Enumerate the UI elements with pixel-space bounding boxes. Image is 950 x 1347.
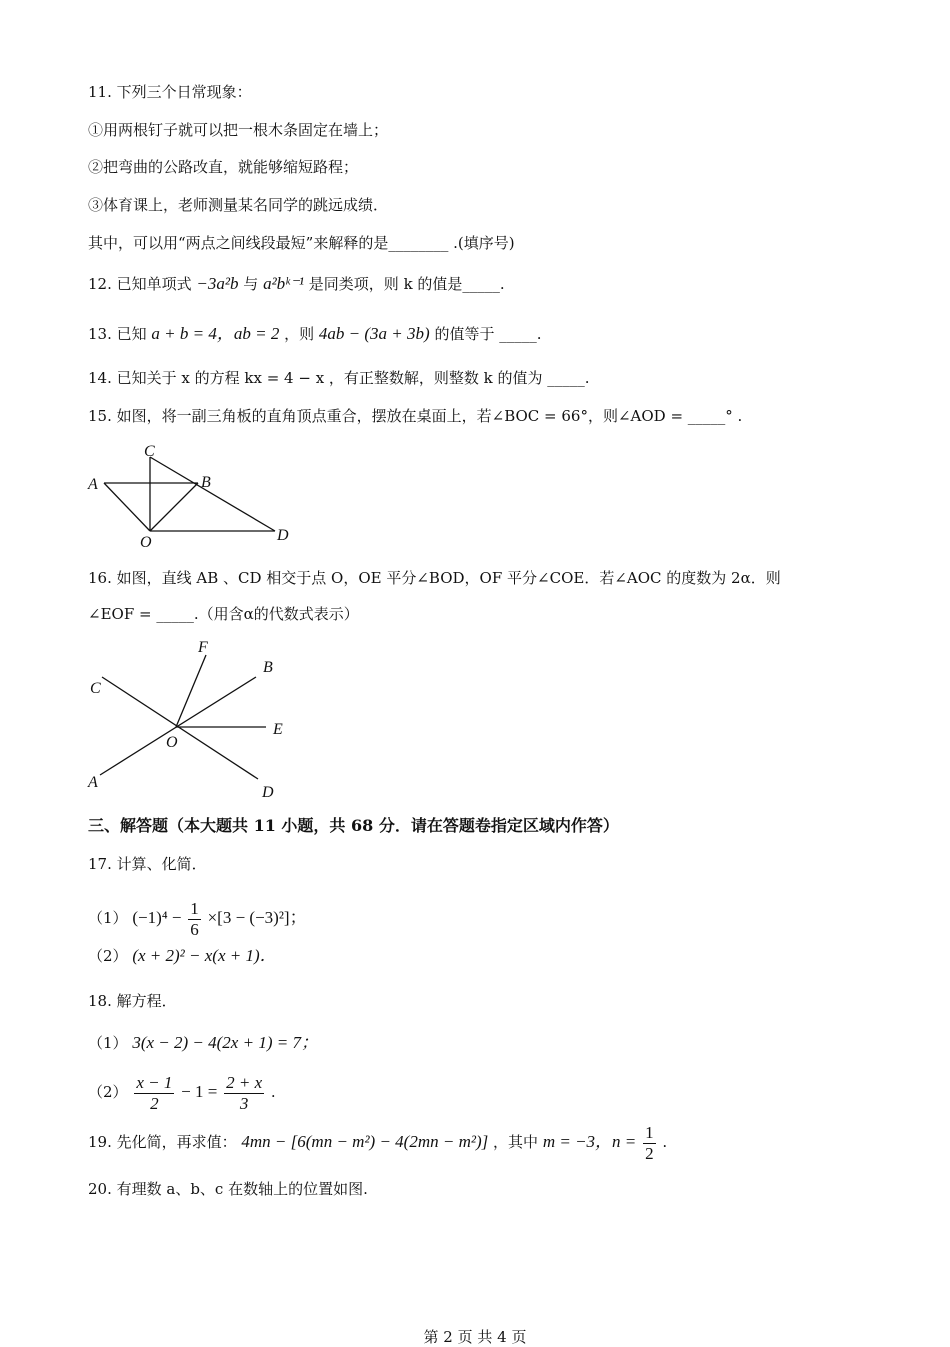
q15-label-a: A [88, 476, 98, 493]
q16-label-f: F [198, 639, 208, 656]
q16-line-1: 16. 如图，直线 AB 、CD 相交于点 O，OE 平分∠BOD，OF 平分∠COE．若∠AOC 的度数为 2α．则 [88, 569, 781, 587]
q17-part-2-label: （2） [88, 947, 128, 965]
q19-numerator: 1 [645, 1122, 654, 1142]
q17-part-2-expr: (x + 2)² − x(x + 1)． [132, 946, 277, 965]
q17-part-1-denominator: 6 [190, 919, 199, 939]
q13-connector: ，则 [284, 325, 315, 343]
q15-segment-ob [150, 483, 198, 531]
q17-title: 17. 计算、化简． [88, 855, 207, 873]
q17-part-1-expr-b: ×[3 − (−3)²]； [207, 908, 307, 927]
q12-monomial-1: −3a²b [196, 274, 239, 293]
q17-part-1 [88, 896, 307, 940]
q16-label-b: B [263, 659, 273, 676]
q13-expression: 4ab − (3a + 3b) [318, 324, 430, 343]
q18-part-2-middle: − 1 = [181, 1082, 218, 1101]
q18-part-2 [88, 1070, 276, 1114]
q11-item-2: ②把弯曲的公路改直，就能够缩短路程； [88, 158, 359, 176]
q13-condition: a + b = 4，ab = 2 [151, 324, 280, 343]
q19-expression: 4mn − [6(mn − m²) − 4(2mn − m²)] [241, 1132, 489, 1151]
q16-label-a: A [88, 774, 98, 791]
q12-prefix: 12. 已知单项式 [88, 275, 192, 293]
q19-connector: ，其中 [493, 1133, 539, 1151]
q11-intro: 11. 下列三个日常现象： [88, 83, 252, 101]
q11-item-3: ③体育课上，老师测量某名同学的跳远成绩． [88, 196, 389, 214]
q11-question: 其中，可以用“两点之间线段最短”来解释的是________ .(填序号) [88, 234, 515, 252]
q17-part-1-fraction [188, 899, 201, 940]
q17-part-1-numerator: 1 [190, 898, 199, 918]
q15-label-b: B [201, 474, 211, 491]
q15-label-d: D [277, 527, 289, 544]
q18-part-2-numerator-1: x − 1 [136, 1072, 173, 1092]
q18-title: 18. 解方程． [88, 992, 177, 1010]
q12-monomial-2: a²bᵏ⁻¹ [263, 274, 305, 293]
q13-tail: 的值等于 _____. [434, 325, 542, 343]
q15-text: 15. 如图，将一副三角板的直角顶点重合，摆放在桌面上，若∠BOC = 66°，则∠AOD = _____° . [88, 407, 743, 425]
q18-part-2-label: （2） [88, 1083, 128, 1101]
q13 [88, 324, 542, 344]
q19-tail: . [662, 1133, 668, 1151]
q16-figure [80, 635, 300, 805]
q15-label-o: O [140, 534, 152, 550]
q13-prefix: 13. 已知 [88, 325, 147, 343]
q12-connector: 与 [243, 275, 259, 293]
q19-denominator: 2 [645, 1143, 654, 1163]
q15-segment-cd [150, 457, 275, 531]
q16-label-o: O [166, 734, 178, 751]
q18-part-2-tail: . [270, 1083, 276, 1101]
q18-part-2-denominator-2: 3 [239, 1093, 249, 1113]
q15-figure [80, 440, 300, 550]
q12-tail: 是同类项，则 k 的值是_____. [308, 275, 505, 293]
q17-part-1-expr-a: (−1)⁴ − [132, 908, 182, 927]
q19-fraction [643, 1123, 656, 1164]
q18-part-2-denominator-1: 2 [150, 1093, 159, 1113]
q16-label-c: C [90, 680, 101, 697]
q12 [88, 274, 505, 294]
q16-label-d: D [262, 784, 274, 801]
q18-part-1-label: （1） [88, 1034, 128, 1052]
section-3-title: 三、解答题（本大题共 11 小题，共 68 分．请在答题卷指定区域内作答） [88, 816, 619, 835]
q11-item-1: ①用两根钉子就可以把一根木条固定在墙上； [88, 121, 389, 139]
q20: 20. 有理数 a、b、c 在数轴上的位置如图. [88, 1180, 368, 1198]
q19 [88, 1120, 667, 1164]
q14: 14. 已知关于 x 的方程 kx = 4 − x ，有正整数解，则整数 k 的值为 _____. [88, 369, 590, 387]
q18-part-1-expr: 3(x − 2) − 4(2x + 1) = 7； [132, 1033, 318, 1052]
q15-label-c: C [144, 443, 155, 460]
q15-segment-ao [104, 483, 150, 531]
q17-part-2 [88, 946, 277, 966]
q18-part-2-fraction-1 [134, 1073, 174, 1114]
q16-ray-of [176, 655, 206, 727]
q18-part-2-numerator-2: 2 + x [226, 1072, 263, 1092]
q19-condition: m = −3，n = [542, 1132, 637, 1151]
q16-line-2: ∠EOF = _____.（用含α的代数式表示） [88, 605, 359, 623]
q19-prefix: 19. 先化简，再求值： [88, 1133, 237, 1151]
q18-part-1 [88, 1033, 318, 1053]
q18-part-2-fraction-2 [224, 1073, 264, 1114]
q16-line-cd [102, 677, 258, 779]
q17-part-1-label: （1） [88, 909, 128, 927]
page-footer: 第 2 页 共 4 页 [423, 1328, 527, 1346]
q16-label-e: E [273, 721, 283, 738]
